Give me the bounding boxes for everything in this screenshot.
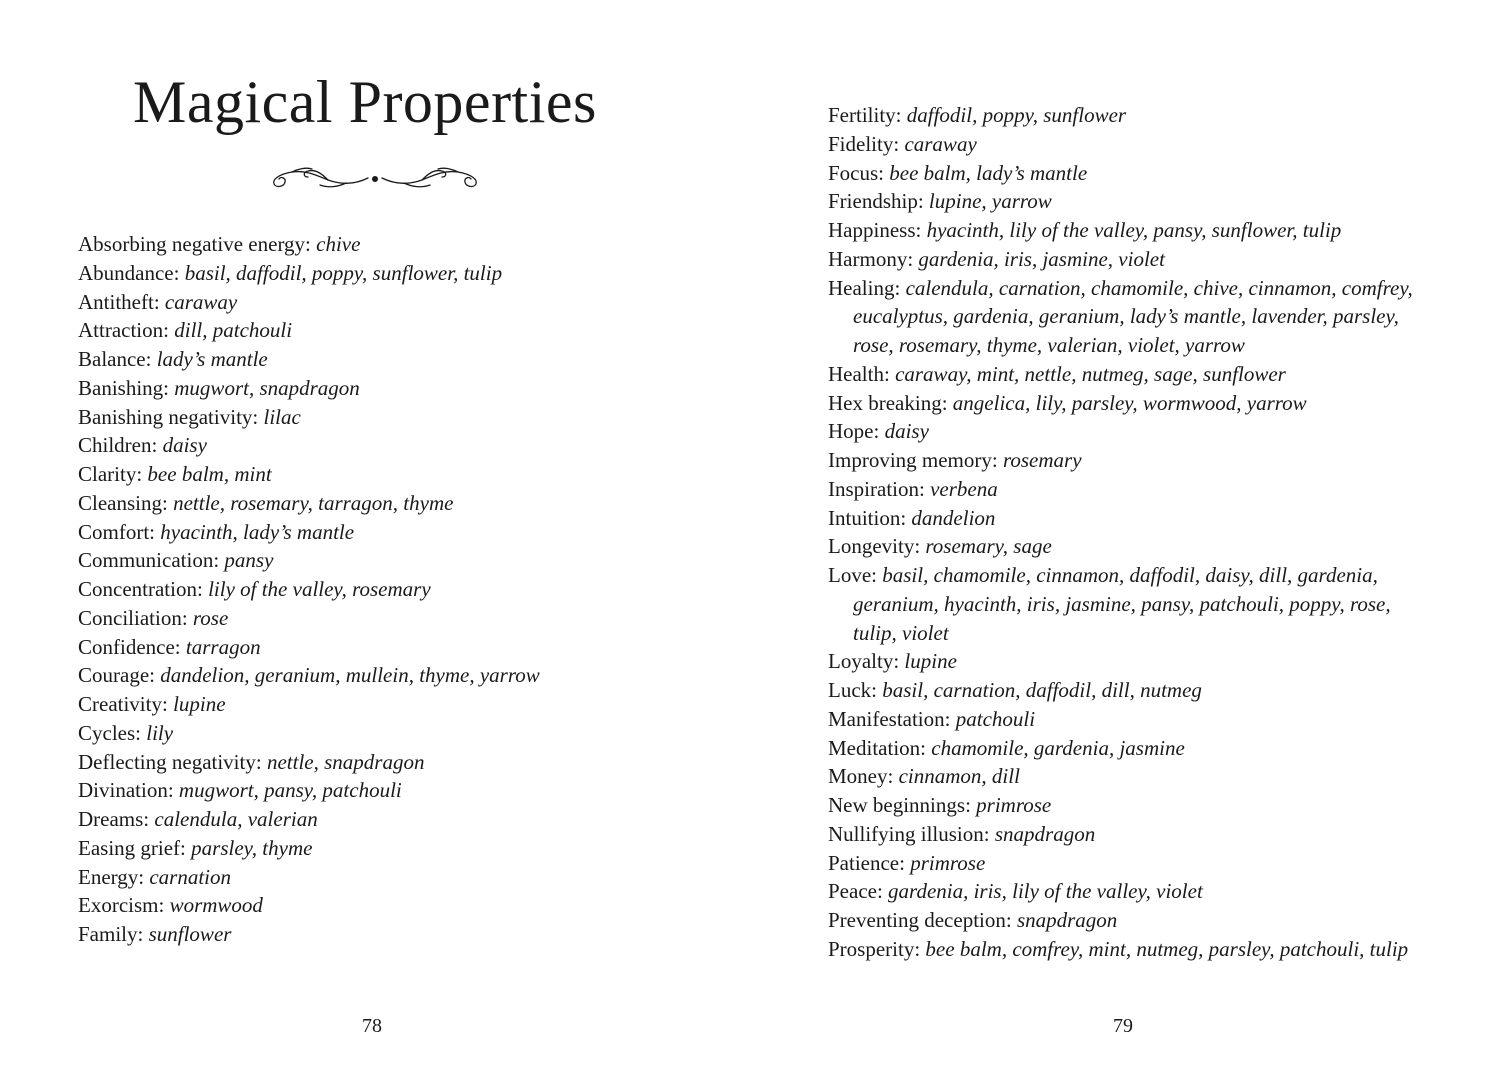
property-term: Abundance:	[78, 260, 180, 285]
property-entry	[78, 604, 738, 633]
plant-list: calendula, valerian	[154, 807, 318, 831]
plant-list: lupine, yarrow	[928, 189, 1052, 214]
property-entry	[78, 719, 738, 748]
property-entry	[828, 101, 1428, 130]
property-term: Fertility:	[828, 103, 902, 127]
property-entry	[78, 748, 738, 777]
property-entry	[828, 274, 1428, 360]
plant-list: caraway, mint, nettle, nutmeg, sage, sunflower	[895, 361, 1286, 386]
property-entry	[828, 906, 1428, 935]
property-term: Courage:	[78, 663, 155, 688]
plant-list: nettle, rosemary, tarragon, thyme	[173, 490, 454, 515]
property-term: Concentration:	[78, 577, 203, 601]
plant-list: mugwort, snapdragon	[174, 375, 360, 400]
property-entry	[828, 561, 1428, 647]
property-term: Preventing deception:	[828, 908, 1012, 932]
property-term: Hope:	[828, 419, 880, 444]
property-entry	[78, 863, 738, 892]
page-number: 78	[362, 1015, 382, 1037]
plant-list: rose	[192, 605, 229, 630]
property-entry	[828, 446, 1428, 475]
property-term: Hex breaking:	[828, 390, 948, 415]
property-term: Luck:	[828, 678, 877, 702]
property-term: Dreams:	[78, 807, 150, 831]
plant-list: parsley, thyme	[191, 835, 313, 860]
property-entry	[78, 661, 738, 690]
property-term: Attraction:	[78, 318, 169, 343]
property-term: Banishing:	[78, 375, 170, 400]
property-list	[78, 230, 738, 949]
property-term: Loyalty:	[828, 649, 900, 674]
property-term: Money:	[828, 764, 894, 789]
property-term: Clarity:	[78, 462, 143, 486]
property-entry	[78, 259, 738, 288]
property-term: Love:	[828, 563, 877, 587]
property-entry	[78, 633, 738, 662]
property-entry	[78, 776, 738, 805]
plant-list: chive	[316, 232, 361, 256]
property-entry	[828, 791, 1428, 820]
property-entry	[78, 489, 738, 518]
plant-list: cinnamon, dill	[898, 764, 1020, 789]
property-term: Health:	[828, 361, 890, 386]
property-entry	[828, 820, 1428, 849]
plant-list: hyacinth, lady’s mantle	[160, 519, 355, 544]
property-entry	[828, 360, 1428, 389]
property-term: Divination:	[78, 778, 174, 803]
plant-list: gardenia, iris, jasmine, violet	[918, 246, 1165, 271]
property-entry	[828, 935, 1428, 964]
plant-list: lupine	[904, 649, 957, 674]
property-term: Easing grief:	[78, 835, 186, 860]
property-entry	[78, 690, 738, 719]
property-term: Peace:	[828, 879, 883, 904]
property-entry	[828, 417, 1428, 446]
property-entry	[78, 546, 738, 575]
property-entry	[828, 647, 1428, 676]
property-term: Focus:	[828, 160, 885, 185]
property-term: Manifestation:	[828, 706, 951, 731]
property-term: Improving memory:	[828, 448, 998, 472]
property-term: Cleansing:	[78, 490, 168, 515]
property-entry	[828, 532, 1428, 561]
plant-list: patchouli	[955, 706, 1036, 731]
property-term: Antitheft:	[78, 289, 160, 314]
plant-list: mugwort, pansy, patchouli	[178, 778, 402, 803]
property-entry	[78, 431, 738, 460]
plant-list: lilac	[263, 404, 301, 429]
plant-list: bee balm, lady’s mantle	[889, 160, 1088, 185]
plant-list: caraway	[904, 131, 977, 156]
plant-list: basil, daffodil, poppy, sunflower, tulip	[184, 260, 503, 285]
property-term: Communication:	[78, 548, 220, 573]
plant-list: bee balm, comfrey, mint, nutmeg, parsley, patchouli, tulip	[925, 936, 1409, 961]
property-entry	[78, 834, 738, 863]
property-entry	[78, 460, 738, 489]
plant-list: lady’s mantle	[156, 347, 268, 371]
plant-list: sunflower	[148, 922, 232, 946]
property-term: Intuition:	[828, 505, 907, 530]
property-term: New beginnings:	[828, 793, 971, 817]
property-entry	[828, 849, 1428, 878]
property-term: Meditation:	[828, 735, 926, 760]
property-entry	[828, 762, 1428, 791]
property-term: Creativity:	[78, 692, 168, 716]
property-term: Exorcism:	[78, 893, 165, 918]
plant-list: primrose	[976, 793, 1052, 817]
property-entry	[828, 389, 1428, 418]
page-number: 79	[1113, 1015, 1133, 1037]
property-entry	[828, 504, 1428, 533]
property-term: Longevity:	[828, 534, 921, 559]
property-term: Banishing negativity:	[78, 404, 259, 429]
property-entry	[78, 374, 738, 403]
plant-list: angelica, lily, parsley, wormwood, yarrow	[952, 390, 1307, 415]
property-entry	[828, 475, 1428, 504]
property-term: Inspiration:	[828, 476, 925, 501]
plant-list: daisy	[162, 433, 207, 458]
plant-list: dandelion, geranium, mullein, thyme, yarrow	[160, 663, 540, 688]
plant-list: lily of the valley, rosemary	[208, 577, 431, 601]
property-term: Fidelity:	[828, 131, 900, 156]
plant-list: snapdragon	[994, 821, 1096, 846]
right-page	[750, 0, 1500, 1086]
property-term: Cycles:	[78, 720, 141, 745]
flourish-ornament-icon	[268, 163, 482, 193]
plant-list: wormwood	[169, 893, 263, 918]
plant-list: verbena	[930, 476, 998, 501]
property-entry	[78, 575, 738, 604]
property-entry	[828, 159, 1428, 188]
property-term: Friendship:	[828, 189, 924, 214]
plant-list: rosemary, sage	[925, 534, 1052, 559]
plant-list: basil, chamomile, cinnamon, daffodil, daisy, dill, gardenia, geranium, hyacinth, iris, jasmine, pansy, patchouli, poppy, rose, tulip, violet	[853, 563, 1391, 645]
property-entry	[828, 676, 1428, 705]
property-entry	[78, 230, 738, 259]
property-entry	[828, 216, 1428, 245]
property-entry	[78, 345, 738, 374]
plant-list: lily	[146, 720, 174, 745]
property-term: Balance:	[78, 347, 152, 371]
property-term: Healing:	[828, 275, 901, 300]
property-term: Harmony:	[828, 246, 914, 271]
property-entry	[78, 403, 738, 432]
property-term: Confidence:	[78, 634, 181, 659]
plant-list: lupine	[173, 692, 226, 716]
property-entry	[828, 734, 1428, 763]
plant-list: carnation	[149, 864, 232, 889]
property-term: Comfort:	[78, 519, 155, 544]
plant-list: daisy	[884, 419, 929, 444]
plant-list: dill, patchouli	[174, 318, 293, 343]
page-title: Magical Properties	[133, 69, 597, 135]
property-entry	[828, 877, 1428, 906]
property-term: Conciliation:	[78, 605, 188, 630]
property-entry	[78, 288, 738, 317]
property-term: Children:	[78, 433, 158, 458]
plant-list: calendula, carnation, chamomile, chive, cinnamon, comfrey, eucalyptus, gardenia, geranium, lady’s mantle, lavender, parsley, rose, rosemary, thyme, valerian, violet, yarrow	[853, 275, 1413, 357]
property-entry	[828, 130, 1428, 159]
plant-list: basil, carnation, daffodil, dill, nutmeg	[882, 678, 1202, 702]
plant-list: caraway	[164, 289, 238, 314]
plant-list: hyacinth, lily of the valley, pansy, sunflower, tulip	[926, 218, 1342, 242]
plant-list: snapdragon	[1016, 908, 1118, 932]
plant-list: gardenia, iris, lily of the valley, violet	[888, 879, 1203, 904]
property-term: Nullifying illusion:	[828, 821, 990, 846]
plant-list: tarragon	[185, 634, 261, 659]
property-entry	[78, 805, 738, 834]
property-term: Patience:	[828, 850, 905, 875]
plant-list: bee balm, mint	[147, 462, 272, 486]
plant-list: dandelion	[911, 505, 996, 530]
plant-list: chamomile, gardenia, jasmine	[931, 735, 1185, 760]
property-term: Happiness:	[828, 218, 922, 242]
plant-list: rosemary	[1002, 448, 1082, 472]
property-entry	[78, 920, 738, 949]
plant-list: nettle, snapdragon	[266, 749, 425, 774]
property-entry	[78, 316, 738, 345]
plant-list: pansy	[224, 548, 274, 573]
property-entry	[78, 891, 738, 920]
property-term: Family:	[78, 922, 144, 946]
property-term: Energy:	[78, 864, 145, 889]
property-term: Prosperity:	[828, 936, 921, 961]
property-entry	[828, 705, 1428, 734]
property-term: Absorbing negative energy:	[78, 232, 311, 256]
property-entry	[828, 245, 1428, 274]
plant-list: daffodil, poppy, sunflower	[906, 103, 1127, 127]
property-list	[828, 101, 1428, 964]
property-entry	[78, 518, 738, 547]
plant-list: primrose	[910, 850, 986, 875]
property-entry	[828, 187, 1428, 216]
property-term: Deflecting negativity:	[78, 749, 262, 774]
